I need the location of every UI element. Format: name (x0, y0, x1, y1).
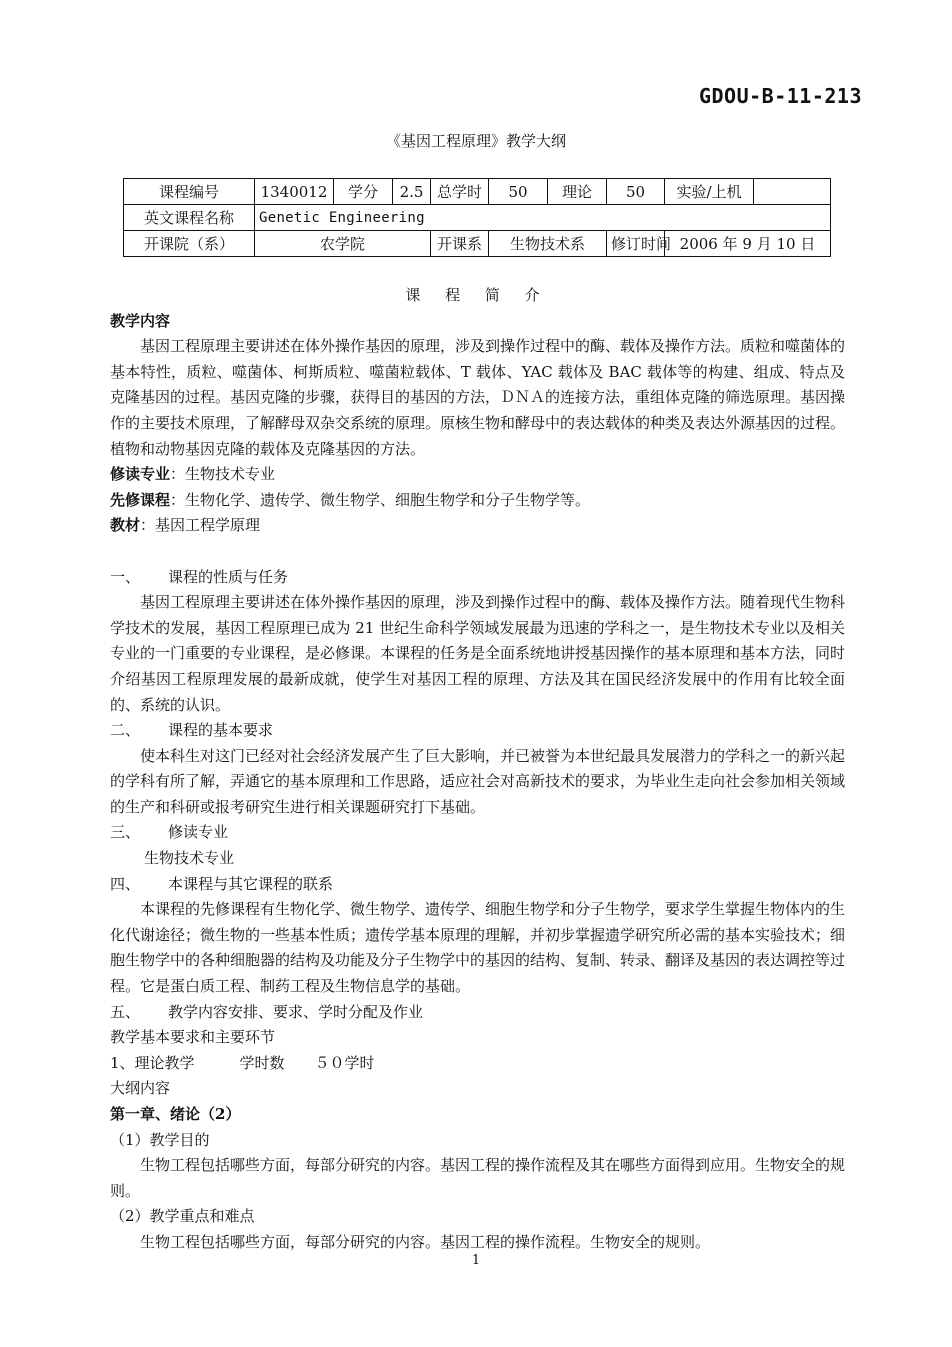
document-body (110, 283, 845, 1256)
major-line (110, 462, 845, 488)
english-name: Genetic Engineering (255, 205, 831, 231)
section-5-heading (110, 1000, 845, 1026)
credit-value: 2.5 (393, 179, 431, 205)
textbook-line (110, 513, 845, 539)
prereq-line (110, 488, 845, 514)
chapter-1-key-text: 生物工程包括哪些方面，每部分研究的内容。基因工程的操作流程。生物安全的规则。 (140, 1232, 711, 1251)
english-name-label: 英文课程名称 (124, 205, 255, 231)
prereq-value: ：生物化学、遗传学、微生物学、细胞生物学和分子生物学等。 (170, 490, 591, 509)
section-3-heading (110, 820, 845, 846)
total-hours-label: 总学时 (431, 179, 489, 205)
section-4-text: 本课程的先修课程有生物化学、微生物学、遗传学、细胞生物学和分子生物学，要求学生掌握生物体内的生化代谢途径；微生物的一些基本性质；遗传学基本原理的理解，并初步掌握遗学研究所必需的基本实验技术；细胞生物学中的各种细胞器的结构及功能及分子生物学中的基因的结构、复制、转录、翻译及基因的表达调控等过程。它是蛋白质工程、制药工程及生物信息学的基础。 (110, 900, 846, 996)
section-2-text: 使本科生对这门已经对社会经济发展产生了巨大影响，并已被誉为本世纪最具发展潜力的学科之一的新兴起的学科有所了解，弄通它的基本原理和工作思路，适应社会对高新技术的要求，为毕业生走向社会参加相关领域的生产和科研或报考研究生进行相关课题研究打下基础。 (110, 746, 846, 816)
section-2-number: 二、 (110, 721, 141, 740)
theory-teaching-line: 1、理论教学 学时数 ５０学时 (110, 1053, 375, 1072)
credit-label: 学分 (334, 179, 393, 205)
lab-hours (754, 179, 831, 205)
dept-label: 开课系 (431, 231, 489, 257)
teaching-content-heading: 教学内容 (110, 311, 171, 330)
section-4-title: 本课程与其它课程的联系 (168, 874, 334, 893)
textbook-label: 教材 (110, 516, 141, 535)
revision-date: 2006 年 9 月 10 日 (665, 231, 831, 257)
basic-requirements: 教学基本要求和主要环节 (110, 1028, 276, 1047)
page-number: 1 (471, 1253, 481, 1268)
dept: 生物技术系 (489, 231, 607, 257)
teaching-content-text: 基因工程原理主要讲述在体外操作基因的原理，涉及到操作过程中的酶、载体及操作方法。质粒和噬菌体的基本特性，质粒、噬菌体、柯斯质粒、噬菌粒载体、T 载体、YAC 载体及 BAC 载体等的构建、组成、特点及克隆基因的过程。基因克隆的步骤，获得目的基因的方法，ＤＮＡ的连接方法，重组体克隆的筛选原理。基因操作的主要技术原理，了解酵母双杂交系统的原理。原核生物和酵母中的表达载体的种类及表达外源基因的过程。植物和动物基因克隆的载体及克隆基因的方法。 (110, 337, 846, 458)
major-value: ：生物技术专业 (170, 465, 276, 484)
intro-title: 课 程 简 介 (405, 286, 550, 304)
section-3-number: 三、 (110, 823, 141, 842)
info-row-2 (124, 205, 831, 231)
theory-hours: 50 (607, 179, 665, 205)
chapter-1-aim-text: 生物工程包括哪些方面，每部分研究的内容。基因工程的操作流程及其在哪些方面得到应用。生物安全的规则。 (110, 1156, 846, 1200)
section-1-number: 一、 (110, 567, 141, 586)
college: 农学院 (255, 231, 431, 257)
section-1-text: 基因工程原理主要讲述在体外操作基因的原理，涉及到操作过程中的酶、载体及操作方法。随着现代生物科学技术的发展，基因工程原理已成为 21 世纪生命科学领域发展最为迅速的学科之一，是生物技术专业以及相关专业的一门重要的专业课程，是必修课。本课程的任务是全面系统地讲授基因操作的基本原理和基本方法，同时介绍基因工程原理发展的最新成就，使学生对基因工程的原理、方法及其在国民经济发展中的作用有比较全面的、系统的认识。 (110, 593, 846, 714)
college-label: 开课院（系） (124, 231, 255, 257)
document-title: 《基因工程原理》教学大纲 (385, 132, 566, 150)
textbook-value: ：基因工程学原理 (140, 516, 261, 535)
section-2-heading (110, 718, 845, 744)
chapter-1-key-label: （2）教学重点和难点 (110, 1207, 255, 1226)
outline-label: 大纲内容 (110, 1079, 171, 1098)
chapter-1-title: 第一章、绪论（2） (110, 1105, 241, 1123)
document-code: GDOU-B-11-213 (698, 84, 862, 108)
info-row-1 (124, 179, 831, 205)
section-4-heading (110, 872, 845, 898)
section-3-text: 生物技术专业 (144, 849, 235, 868)
total-hours: 50 (489, 179, 548, 205)
course-no: 1340012 (255, 179, 334, 205)
section-5-title: 教学内容安排、要求、学时分配及作业 (168, 1002, 424, 1021)
lab-label: 实验/上机 (665, 179, 754, 205)
chapter-1-aim-label: （1）教学目的 (110, 1130, 210, 1149)
course-info-table (123, 178, 831, 257)
section-1-heading (110, 565, 845, 591)
section-1-title: 课程的性质与任务 (168, 567, 289, 586)
spacer (110, 539, 845, 565)
theory-label: 理论 (548, 179, 607, 205)
prereq-label: 先修课程 (110, 490, 171, 509)
section-5-number: 五、 (110, 1002, 141, 1021)
section-3-title: 修读专业 (168, 823, 229, 842)
info-row-3 (124, 231, 831, 257)
course-no-label: 课程编号 (124, 179, 255, 205)
section-2-title: 课程的基本要求 (168, 721, 274, 740)
major-label: 修读专业 (110, 465, 171, 484)
section-4-number: 四、 (110, 874, 141, 893)
revision-label: 修订时间 (607, 231, 665, 257)
